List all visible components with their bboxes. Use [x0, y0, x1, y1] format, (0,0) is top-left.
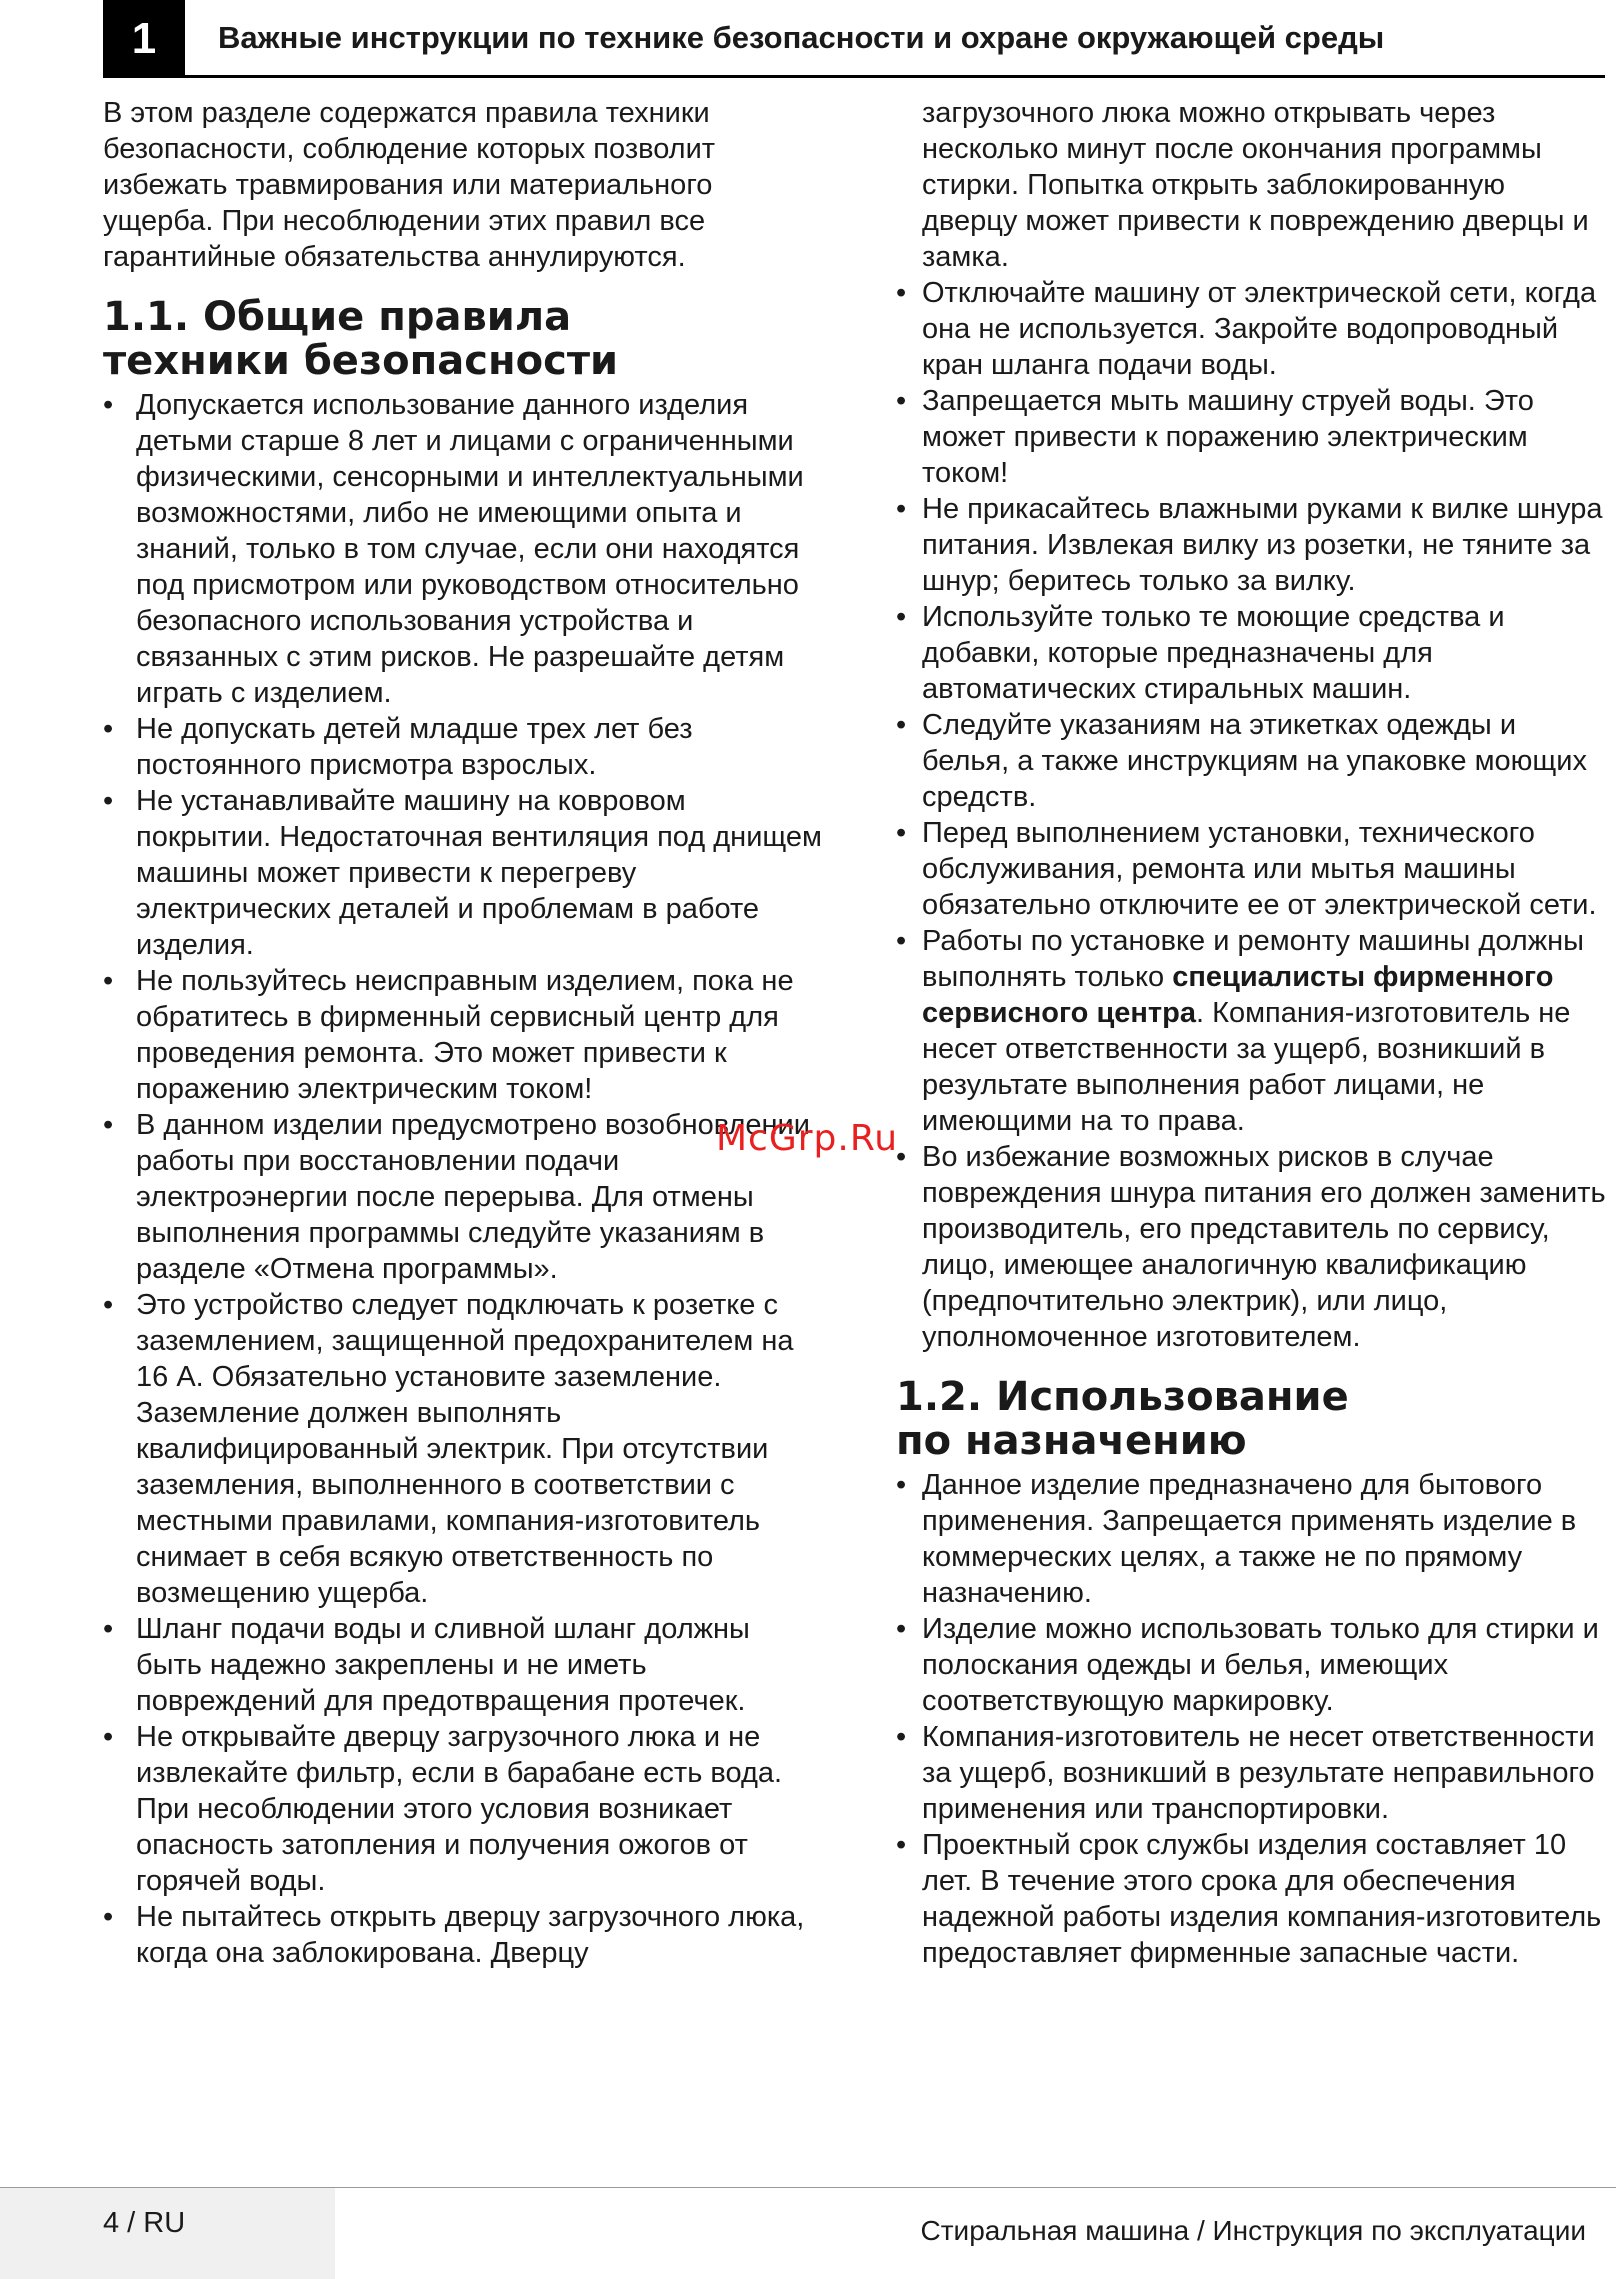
list-item: • Не устанавливайте машину на ковровом покрытии. Недостаточная вентиляция под днищем машины может привести к перегреву электрических деталей и проблемам в работе изделия. [103, 785, 822, 961]
list-item: • Это устройство следует подключать к розетке с заземлением, защищенной предохранителем на 16 А. Обязательно установите заземление. Заземление должен выполнять квалифицированный электрик. При отсутствии заземления, выполненного в соответствии с местными правилами, компания-изготовитель снимает в себя всякую ответственность по возмещению ущерба. [103, 1289, 794, 1609]
page-number: 4 / RU [103, 2207, 186, 2239]
list-item: • Отключайте машину от электрической сети, когда она не используется. Закройте водопроводный кран шланга подачи воды. [896, 277, 1597, 381]
section-1-1-heading-line2: техники безопасности [103, 338, 619, 384]
list-item: • Используйте только те моющие средства и добавки, которые предназначены для автоматических стиральных машин. [896, 601, 1505, 705]
list-item: • Не пользуйтесь неисправным изделием, пока не обратитесь в фирменный сервисный центр для проведения ремонта. Это может привести к поражению электрическим током! [103, 965, 794, 1105]
safety-rules-list-continued [896, 275, 1606, 1355]
bullet-icon: • [896, 385, 907, 417]
list-item: • Допускается использование данного изделия детьми старше 8 лет и лицами с ограниченными физическими, сенсорными и интеллектуальными возможностями, либо не имеющими опыта и знаний, только в том случае, если они находятся под присмотром или руководством относительно безопасного использования устройства и связанных с этим рисков. Не разрешайте детям играть с изделием. [103, 389, 804, 709]
list-item: • В данном изделии предусмотрено возобновлении работы при восстановлении подачи электроэнергии после перерыва. Для отмены выполнения программы следуйте указаниям в разделе «Отмена программы». [103, 1109, 810, 1285]
bullet-icon: • [103, 1901, 114, 1933]
bullet-icon: • [896, 277, 907, 309]
section-1-2-heading-line1: 1.2. Использование [896, 1374, 1349, 1420]
header-rule [185, 75, 1605, 78]
bullet-icon: • [896, 925, 907, 957]
footer-document-title: Стиральная машина / Инструкция по эксплуатации [920, 2215, 1586, 2246]
bullet-icon: • [103, 389, 114, 421]
list-item: • Не допускать детей младше трех лет без постоянного присмотра взрослых. [103, 713, 693, 781]
list-item: • Данное изделие предназначено для бытового применения. Запрещается применять изделие в коммерческих целях, а также не по прямому назначению. [896, 1469, 1577, 1609]
right-column [896, 95, 1606, 1971]
list-item: • Шланг подачи воды и сливной шланг должны быть надежно закреплены и не иметь повреждений для предотвращения протечек. [103, 1613, 750, 1717]
left-column [103, 95, 823, 1971]
list-item: • Работы по установке и ремонту машины должны выполнять только специалисты фирменного сервисного центра. Компания-изготовитель не несет ответственности за ущерб, возникший в результате выполнения работ лицами, не имеющими на то права. [896, 925, 1584, 1137]
watermark: McGrp.Ru [716, 1118, 899, 1159]
bullet-icon: • [103, 713, 114, 745]
list-item: • Проектный срок службы изделия составляет 10 лет. В течение этого срока для обеспечения надежной работы изделия компания-изготовитель предоставляет фирменные запасные части. [896, 1829, 1602, 1969]
bullet-icon: • [103, 1109, 114, 1141]
list-item: • Компания-изготовитель не несет ответственности за ущерб, возникший в результате неправильного применения или транспортировки. [896, 1721, 1595, 1825]
bullet-icon: • [103, 965, 114, 997]
bullet-icon: • [103, 1289, 114, 1321]
bullet-icon: • [103, 785, 114, 817]
bullet-icon: • [896, 817, 907, 849]
list-item: • Изделие можно использовать только для стирки и полоскания одежды и белья, имеющих соответствующую маркировку. [896, 1613, 1599, 1717]
bullet-icon: • [896, 1141, 907, 1173]
list-item: • Не открывайте дверцу загрузочного люка и не извлекайте фильтр, если в барабане есть вода. При несоблюдении этого условия возникает опасность затопления и получения ожогов от горячей воды. [103, 1721, 783, 1897]
list-item: • Перед выполнением установки, технического обслуживания, ремонта или мытья машины обязательно отключите ее от электрической сети. [896, 817, 1597, 921]
bullet-icon: • [896, 1829, 907, 1861]
section-1-1-heading [103, 295, 823, 383]
bullet-icon: • [896, 601, 907, 633]
intended-use-list [896, 1467, 1606, 1971]
bullet-icon: • [103, 1721, 114, 1753]
list-item: • Запрещается мыть машину струей воды. Это может привести к поражению электрическим током! [896, 385, 1534, 489]
bullet-icon: • [896, 493, 907, 525]
chapter-number: 1 [103, 0, 185, 78]
safety-rules-list [103, 387, 823, 1971]
bullet-icon: • [896, 709, 907, 741]
section-1-1-heading-line1: 1.1. Общие правила [103, 294, 572, 340]
list-item: • Не пытайтесь открыть дверцу загрузочного люка, когда она заблокирована. Дверцу [103, 1901, 805, 1969]
bullet-icon: • [103, 1613, 114, 1645]
intro-paragraph: В этом разделе содержатся правила техники безопасности, соблюдение которых позволит избежать травмирования или материального ущерба. При несоблюдении этих правил все гарантийные обязательства аннулируются. [103, 97, 716, 273]
bullet-icon: • [896, 1721, 907, 1753]
list-item: • Следуйте указаниям на этикетках одежды и белья, а также инструкциям на упаковке моющих средств. [896, 709, 1587, 813]
bullet-icon: • [896, 1469, 907, 1501]
list-item-continuation: загрузочного люка можно открывать через несколько минут после окончания программы стирки. Попытка открыть заблокированную дверцу может привести к повреждению дверцы и замка. [922, 97, 1589, 273]
bullet-icon: • [896, 1613, 907, 1645]
list-item: • Не прикасайтесь влажными руками к вилке шнура питания. Извлекая вилку из розетки, не тяните за шнур; беритесь только за вилку. [896, 493, 1603, 597]
emphasis-text: специалисты фирменного сервисного центра [922, 961, 1554, 1029]
list-item: • Во избежание возможных рисков в случае повреждения шнура питания его должен заменить производитель, его представитель по сервису, лицо, имеющее аналогичную квалификацию (предпочтительно электрик), или лицо, уполномоченное изготовителем. [896, 1141, 1606, 1353]
chapter-title: Важные инструкции по технике безопасности и охране окружающей среды [218, 20, 1385, 55]
section-1-2-heading [896, 1375, 1606, 1463]
section-1-2-heading-line2: по назначению [896, 1418, 1247, 1464]
